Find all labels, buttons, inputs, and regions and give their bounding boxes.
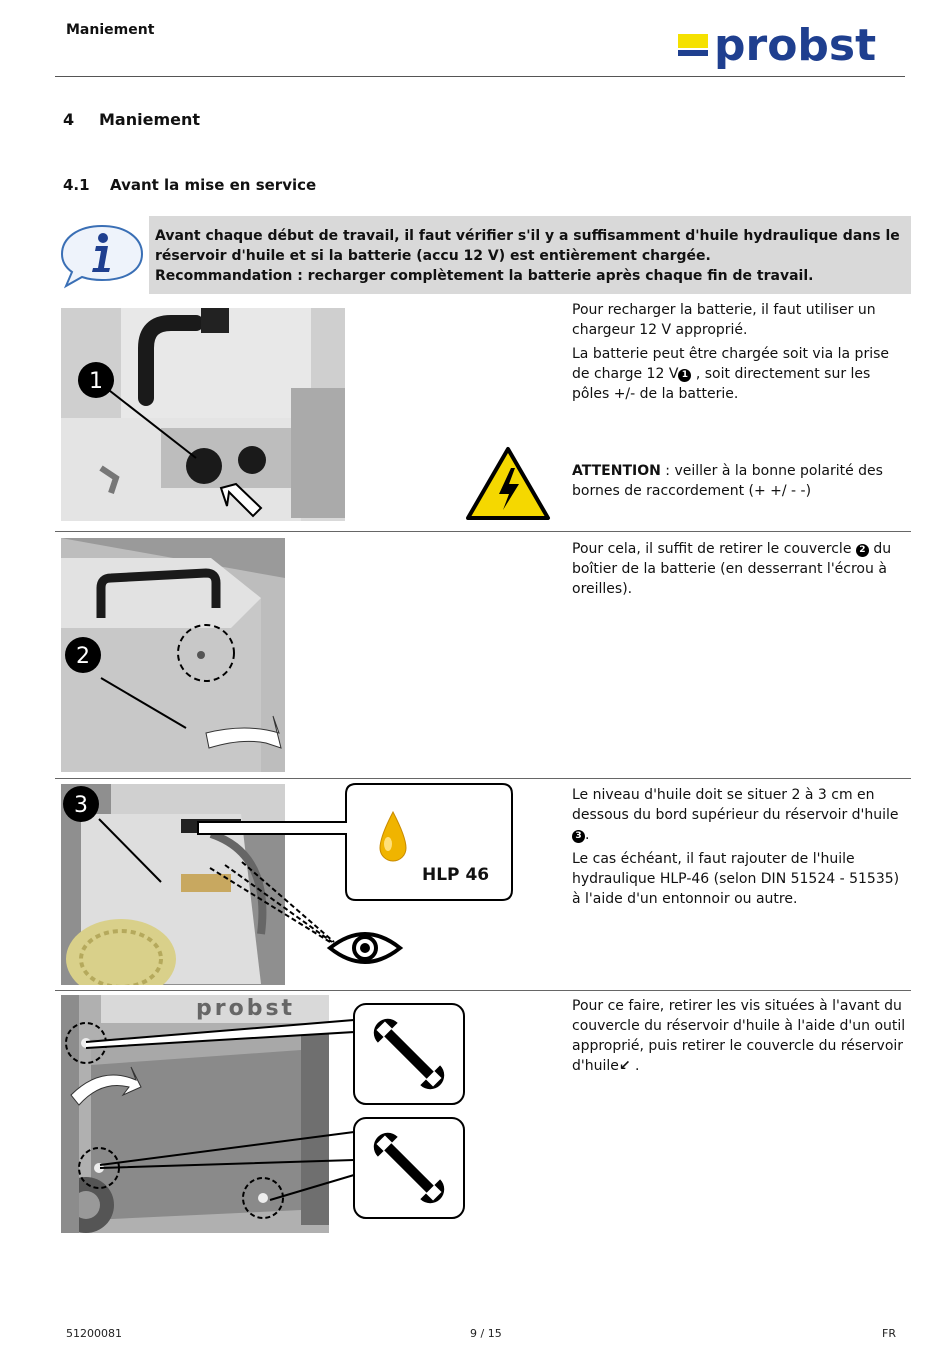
header-title: Maniement xyxy=(66,22,155,38)
block4-text: Pour ce faire, retirer les vis situées à l'avant du couvercle du réservoir d'huile à l'aide d'un outil approprié, puis retirer le couvercle du réservoir d'huile↙ . xyxy=(572,998,906,1074)
separator-2 xyxy=(55,778,911,779)
section-heading: 4 Maniement xyxy=(63,110,201,129)
ref-number-1: 1 xyxy=(678,369,691,382)
block1-paragraph-1: Pour recharger la batterie, il faut utiliser un chargeur 12 V approprié. xyxy=(572,302,876,338)
electrical-hazard-icon xyxy=(465,446,551,522)
battery-cover-photo xyxy=(61,538,285,772)
eye-icon xyxy=(330,934,400,962)
attention-text: ATTENTION : veiller à la bonne polarité des bornes de raccordement (+ +/ - -) xyxy=(572,463,883,499)
svg-text:3: 3 xyxy=(74,793,88,818)
footer-page: 9 / 15 xyxy=(470,1327,502,1340)
footer-doc-number: 51200081 xyxy=(66,1327,122,1340)
subsection-heading: 4.1 Avant la mise en service xyxy=(63,176,317,194)
header-rule xyxy=(55,76,905,77)
separator-1 xyxy=(55,531,911,532)
block3-text: Le niveau d'huile doit se situer 2 à 3 cm en dessous du bord supérieur du réservoir d'huile 3 . Le cas échéant, il faut rajouter de l'huile hydraulique HLP-46 (selon DIN 51524 - 51535) à l'aide d'un entonnoir ou autre. xyxy=(572,785,907,913)
wrench-callouts-graphic xyxy=(80,1000,470,1225)
info-line-2: Recommandation : recharger complètement la batterie après chaque fin de travail. xyxy=(155,268,814,284)
info-line-1: Avant chaque début de travail, il faut vérifier s'il y a suffisamment d'huile hydraulique dans le réservoir d'huile et si la batterie (accu 12 V) est entièrement chargée. xyxy=(155,228,900,264)
info-text xyxy=(155,226,905,286)
block2-text: Pour cela, il suffit de retirer le couvercle 2 du boîtier de la batterie (en desserrant l'écrou à oreilles). xyxy=(572,541,892,597)
footer-lang: FR xyxy=(882,1327,896,1340)
block1-text xyxy=(572,300,907,408)
attention-label: ATTENTION xyxy=(572,463,661,479)
svg-text:probst: probst xyxy=(196,996,296,1021)
block3-paragraph-2: Le cas échéant, il faut rajouter de l'huile hydraulique HLP-46 (selon DIN 51524 - 51535) à l'aide d'un entonnoir ou autre. xyxy=(572,851,900,907)
separator-3 xyxy=(55,990,911,991)
probst-logo xyxy=(678,26,900,74)
ref-number-3: 3 xyxy=(572,830,585,843)
info-icon xyxy=(58,222,146,290)
svg-text:probst: probst xyxy=(714,26,877,71)
block1-paragraph-2: La batterie peut être chargée soit via la prise de charge 12 V 1 , soit directement sur les pôles +/- de la batterie. xyxy=(572,346,889,402)
ref-number-2: 2 xyxy=(856,544,869,557)
arrow-icon: ↙ xyxy=(618,1058,631,1074)
oil-callout-graphic xyxy=(180,782,520,972)
svg-text:1: 1 xyxy=(89,369,103,394)
charging-socket-photo xyxy=(61,308,345,521)
svg-text:2: 2 xyxy=(76,644,90,669)
svg-text:HLP 46: HLP 46 xyxy=(422,865,490,885)
